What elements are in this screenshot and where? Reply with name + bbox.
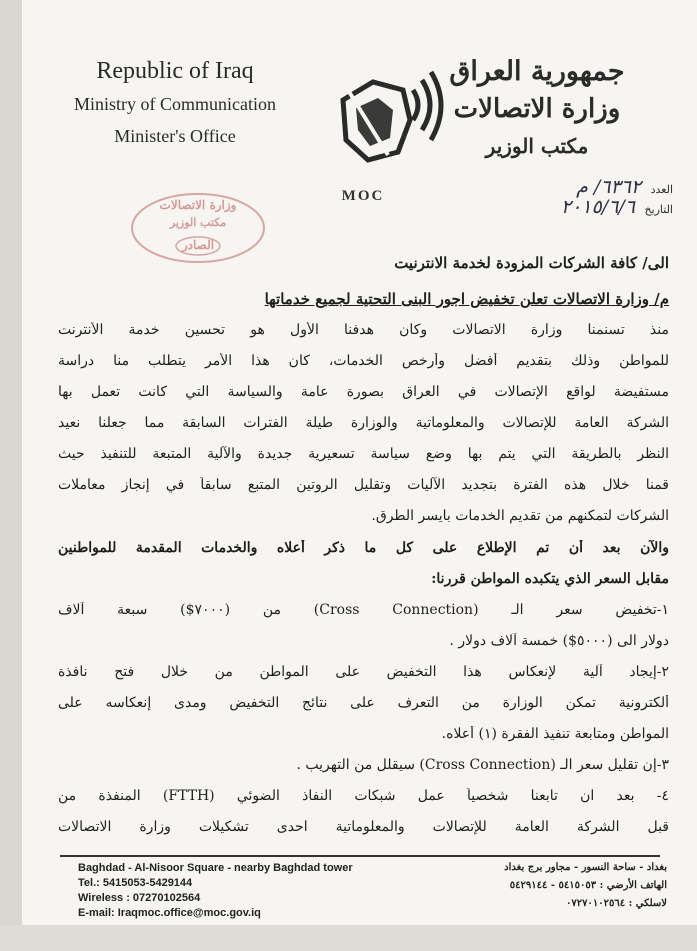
scan-margin	[0, 0, 22, 951]
para1-line: منذ تسنمنا وزارة الاتصالات وكان هدفنا الأول هو تحسين خدمة الأنترنت	[58, 322, 669, 338]
footer-wireless-ar: لاسلكي : ٠٧٢٧٠١٠٢٥٦٤	[566, 898, 667, 909]
item1-line: دولار الى (٥٠٠٠$) خمسة آلاف دولار .	[449, 633, 669, 649]
number-value: ٦٣٦٢/ م	[576, 176, 642, 198]
para1-line: للمواطن وذلك بتقديم أفضل وأرخص الخدمات، كان هذا الأمر يتطلب منا دراسة	[58, 353, 669, 369]
date-label: التاريخ	[644, 203, 673, 216]
logo-caption: MOC	[341, 188, 385, 204]
footer-divider	[60, 855, 660, 857]
number-label: العدد	[650, 183, 673, 196]
footer-tel-ar: الهاتف الأرضي : ٥٤١٥٠٥٣ - ٥٤٢٩١٤٤	[509, 880, 667, 891]
header-ar-republic: جمهورية العراق	[449, 56, 625, 87]
item2-line: ألكترونية تمكن الوزارة من التعرف على نتائج التخفيض ومدى إنعكاسه على	[58, 695, 669, 711]
stamp-outgoing: الصادر	[181, 238, 215, 252]
addressee: الى/ كافة الشركات المزودة لخدمة الانترنيت	[394, 254, 669, 272]
item2-line: المواطن ومتابعة تنفيذ الفقرة (١) أعلاه.	[441, 726, 669, 742]
para2-line: مقابل السعر الذي يتكبده المواطن قررنا:	[431, 571, 669, 587]
stamp-ministry: وزارة الاتصالات	[159, 198, 237, 212]
para1-line: مستفيضة لواقع الإتصالات في العراق بصورة عامة والسياسة التي كانت تعمل بها	[58, 384, 669, 400]
footer-wireless-en: Wireless : 07270102564	[78, 892, 201, 904]
header-ar-ministry: وزارة الاتصالات	[453, 94, 621, 124]
item2-line: ٢-إيجاد آلية لإنعكاس هذا التخفيض على المواطن من خلال فتح نافذة	[58, 664, 669, 680]
para1-line: الشركة العامة للإتصالات والمعلوماتية والوزارة طيلة الفترات السابقة مما جعلنا نعيد	[58, 415, 669, 431]
header-en-republic: Republic of Iraq	[96, 58, 254, 84]
footer-email-en: E-mail: Iraqmoc.office@moc.gov.iq	[78, 907, 261, 919]
para1-line: الشركات لتمكنهم من تقديم الخدمات بايسر الطرق.	[371, 508, 669, 524]
footer-address-en: Baghdad - Al-Nisoor Square - nearby Baghdad tower	[78, 862, 353, 874]
header-en-ministry: Ministry of Communication	[74, 94, 276, 114]
para1-line: قمنا خلال هذه الفترة بتجديد الآليات وتقليل الروتين المتبع سابقاً في إنجاز معاملات	[58, 477, 669, 493]
item4-line: قبل الشركة العامة للإتصالات والمعلوماتية احدى تشكيلات وزارة الاتصالات	[58, 819, 669, 835]
header-en-office: Minister's Office	[114, 126, 236, 146]
para2-line: والآن بعد أن تم الإطلاع على كل ما ذكر أعلاه والخدمات المقدمة للمواطنين	[58, 540, 669, 556]
reference-number	[483, 176, 673, 198]
footer-address-ar: بغداد - ساحة النسور - مجاور برج بغداد	[504, 862, 667, 873]
header-ar-office: مكتب الوزير	[485, 134, 589, 158]
subject-line: م/ وزارة الاتصالات تعلن تخفيض اجور البنى التحتية لجميع خدماتها	[264, 290, 669, 308]
item4-line: ٤- بعد ان تابعنا شخصياً عمل شبكات النفاذ الضوئي (FTTH) المنفذة من	[58, 788, 669, 804]
scan-bottom-margin	[0, 925, 697, 951]
date-value: ٢٠١٥/٦/٦	[560, 196, 635, 218]
para1-line: النظر بالطريقة التي يتم بها وضع سياسة تسعيرية جديدة والآلية المتبعة للتنفيذ حيث	[58, 446, 669, 462]
reference-date	[483, 196, 673, 218]
footer-tel-en: Tel.: 5415053-5429144	[78, 877, 193, 889]
item3-line: ٣-إن تقليل سعر الـ (Cross Connection) سيقلل من التهريب .	[296, 757, 669, 773]
item1-line: ١-تخفيض سعر الـ (Cross Connection) من (٧٠٠٠$) سبعة آلاف	[58, 602, 669, 618]
stamp-office: مكتب الوزير	[169, 216, 227, 229]
